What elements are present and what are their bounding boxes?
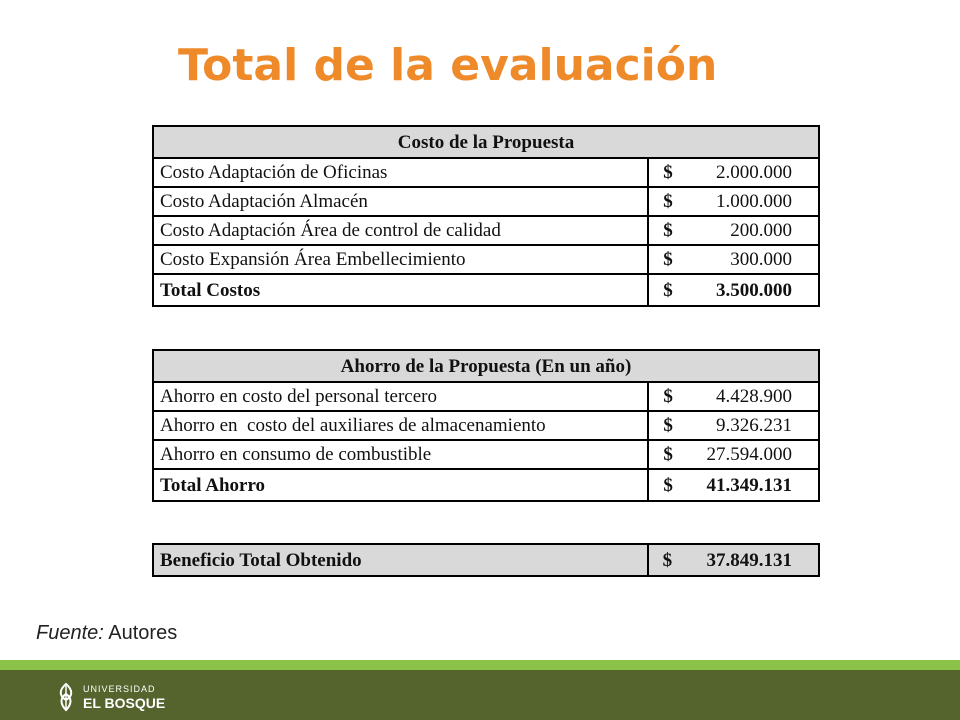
row-label: Costo Adaptación Área de control de calidad: [153, 216, 648, 245]
currency-symbol: $: [663, 386, 673, 407]
cost-table-header: Costo de la Propuesta: [153, 126, 819, 158]
currency-symbol: $: [663, 162, 673, 183]
footer-accent-band: [0, 660, 960, 670]
row-label: Costo Adaptación de Oficinas: [153, 158, 648, 187]
total-savings-row: [153, 469, 819, 501]
source-note: [36, 622, 177, 645]
row-amount: [648, 382, 819, 411]
currency-symbol: $: [663, 249, 673, 270]
amount-value: 27.594.000: [706, 444, 792, 465]
currency-symbol: $: [663, 415, 673, 436]
benefit-label: Beneficio Total Obtenido: [153, 544, 648, 576]
table-row: [153, 216, 819, 245]
benefit-row: [153, 544, 819, 576]
amount-value: 1.000.000: [716, 191, 792, 212]
source-label: Fuente:: [36, 622, 104, 644]
row-amount: [648, 245, 819, 274]
university-logo: [55, 682, 165, 712]
currency-symbol: $: [663, 191, 673, 212]
row-amount: [648, 411, 819, 440]
row-label: Costo Adaptación Almacén: [153, 187, 648, 216]
amount-value: 4.428.900: [716, 386, 792, 407]
total-costs-row: [153, 274, 819, 306]
currency-symbol: $: [663, 220, 673, 241]
amount-value: 37.849.131: [706, 549, 792, 571]
amount-value: 41.349.131: [706, 474, 792, 496]
row-label: Ahorro en costo del personal tercero: [153, 382, 648, 411]
savings-table-header: Ahorro de la Propuesta (En un año): [153, 350, 819, 382]
row-label: Costo Expansión Área Embellecimiento: [153, 245, 648, 274]
logo-line-2: EL BOSQUE: [83, 694, 166, 711]
table-row: [153, 411, 819, 440]
row-label: Ahorro en costo del auxiliares de almacenamiento: [153, 411, 648, 440]
table-row: [153, 187, 819, 216]
currency-symbol: $: [663, 444, 673, 465]
amount-value: 300.000: [730, 249, 792, 270]
amount-value: 2.000.000: [716, 162, 792, 183]
benefit-table: [152, 543, 820, 577]
total-amount: [648, 469, 819, 501]
source-value: Autores: [108, 622, 178, 644]
currency-symbol: $: [663, 474, 673, 496]
row-amount: [648, 440, 819, 469]
row-amount: [648, 158, 819, 187]
savings-table: [152, 349, 820, 502]
logo-line-1: UNIVERSIDAD: [83, 683, 156, 694]
table-row: [153, 158, 819, 187]
row-label: Ahorro en consumo de combustible: [153, 440, 648, 469]
total-amount: [648, 274, 819, 306]
amount-value: 200.000: [730, 220, 792, 241]
amount-value: 3.500.000: [716, 279, 792, 301]
currency-symbol: $: [663, 279, 673, 301]
total-label: Total Costos: [153, 274, 648, 306]
row-amount: [648, 187, 819, 216]
table-row: [153, 440, 819, 469]
table-row: [153, 245, 819, 274]
currency-symbol: $: [662, 549, 673, 571]
amount-value: 9.326.231: [716, 415, 792, 436]
table-row: [153, 382, 819, 411]
row-amount: [648, 216, 819, 245]
total-label: Total Ahorro: [153, 469, 648, 501]
slide-title: Total de la evaluación: [178, 40, 718, 91]
cost-table: [152, 125, 820, 307]
benefit-amount: [648, 544, 819, 576]
el-bosque-emblem-icon: [55, 682, 77, 712]
